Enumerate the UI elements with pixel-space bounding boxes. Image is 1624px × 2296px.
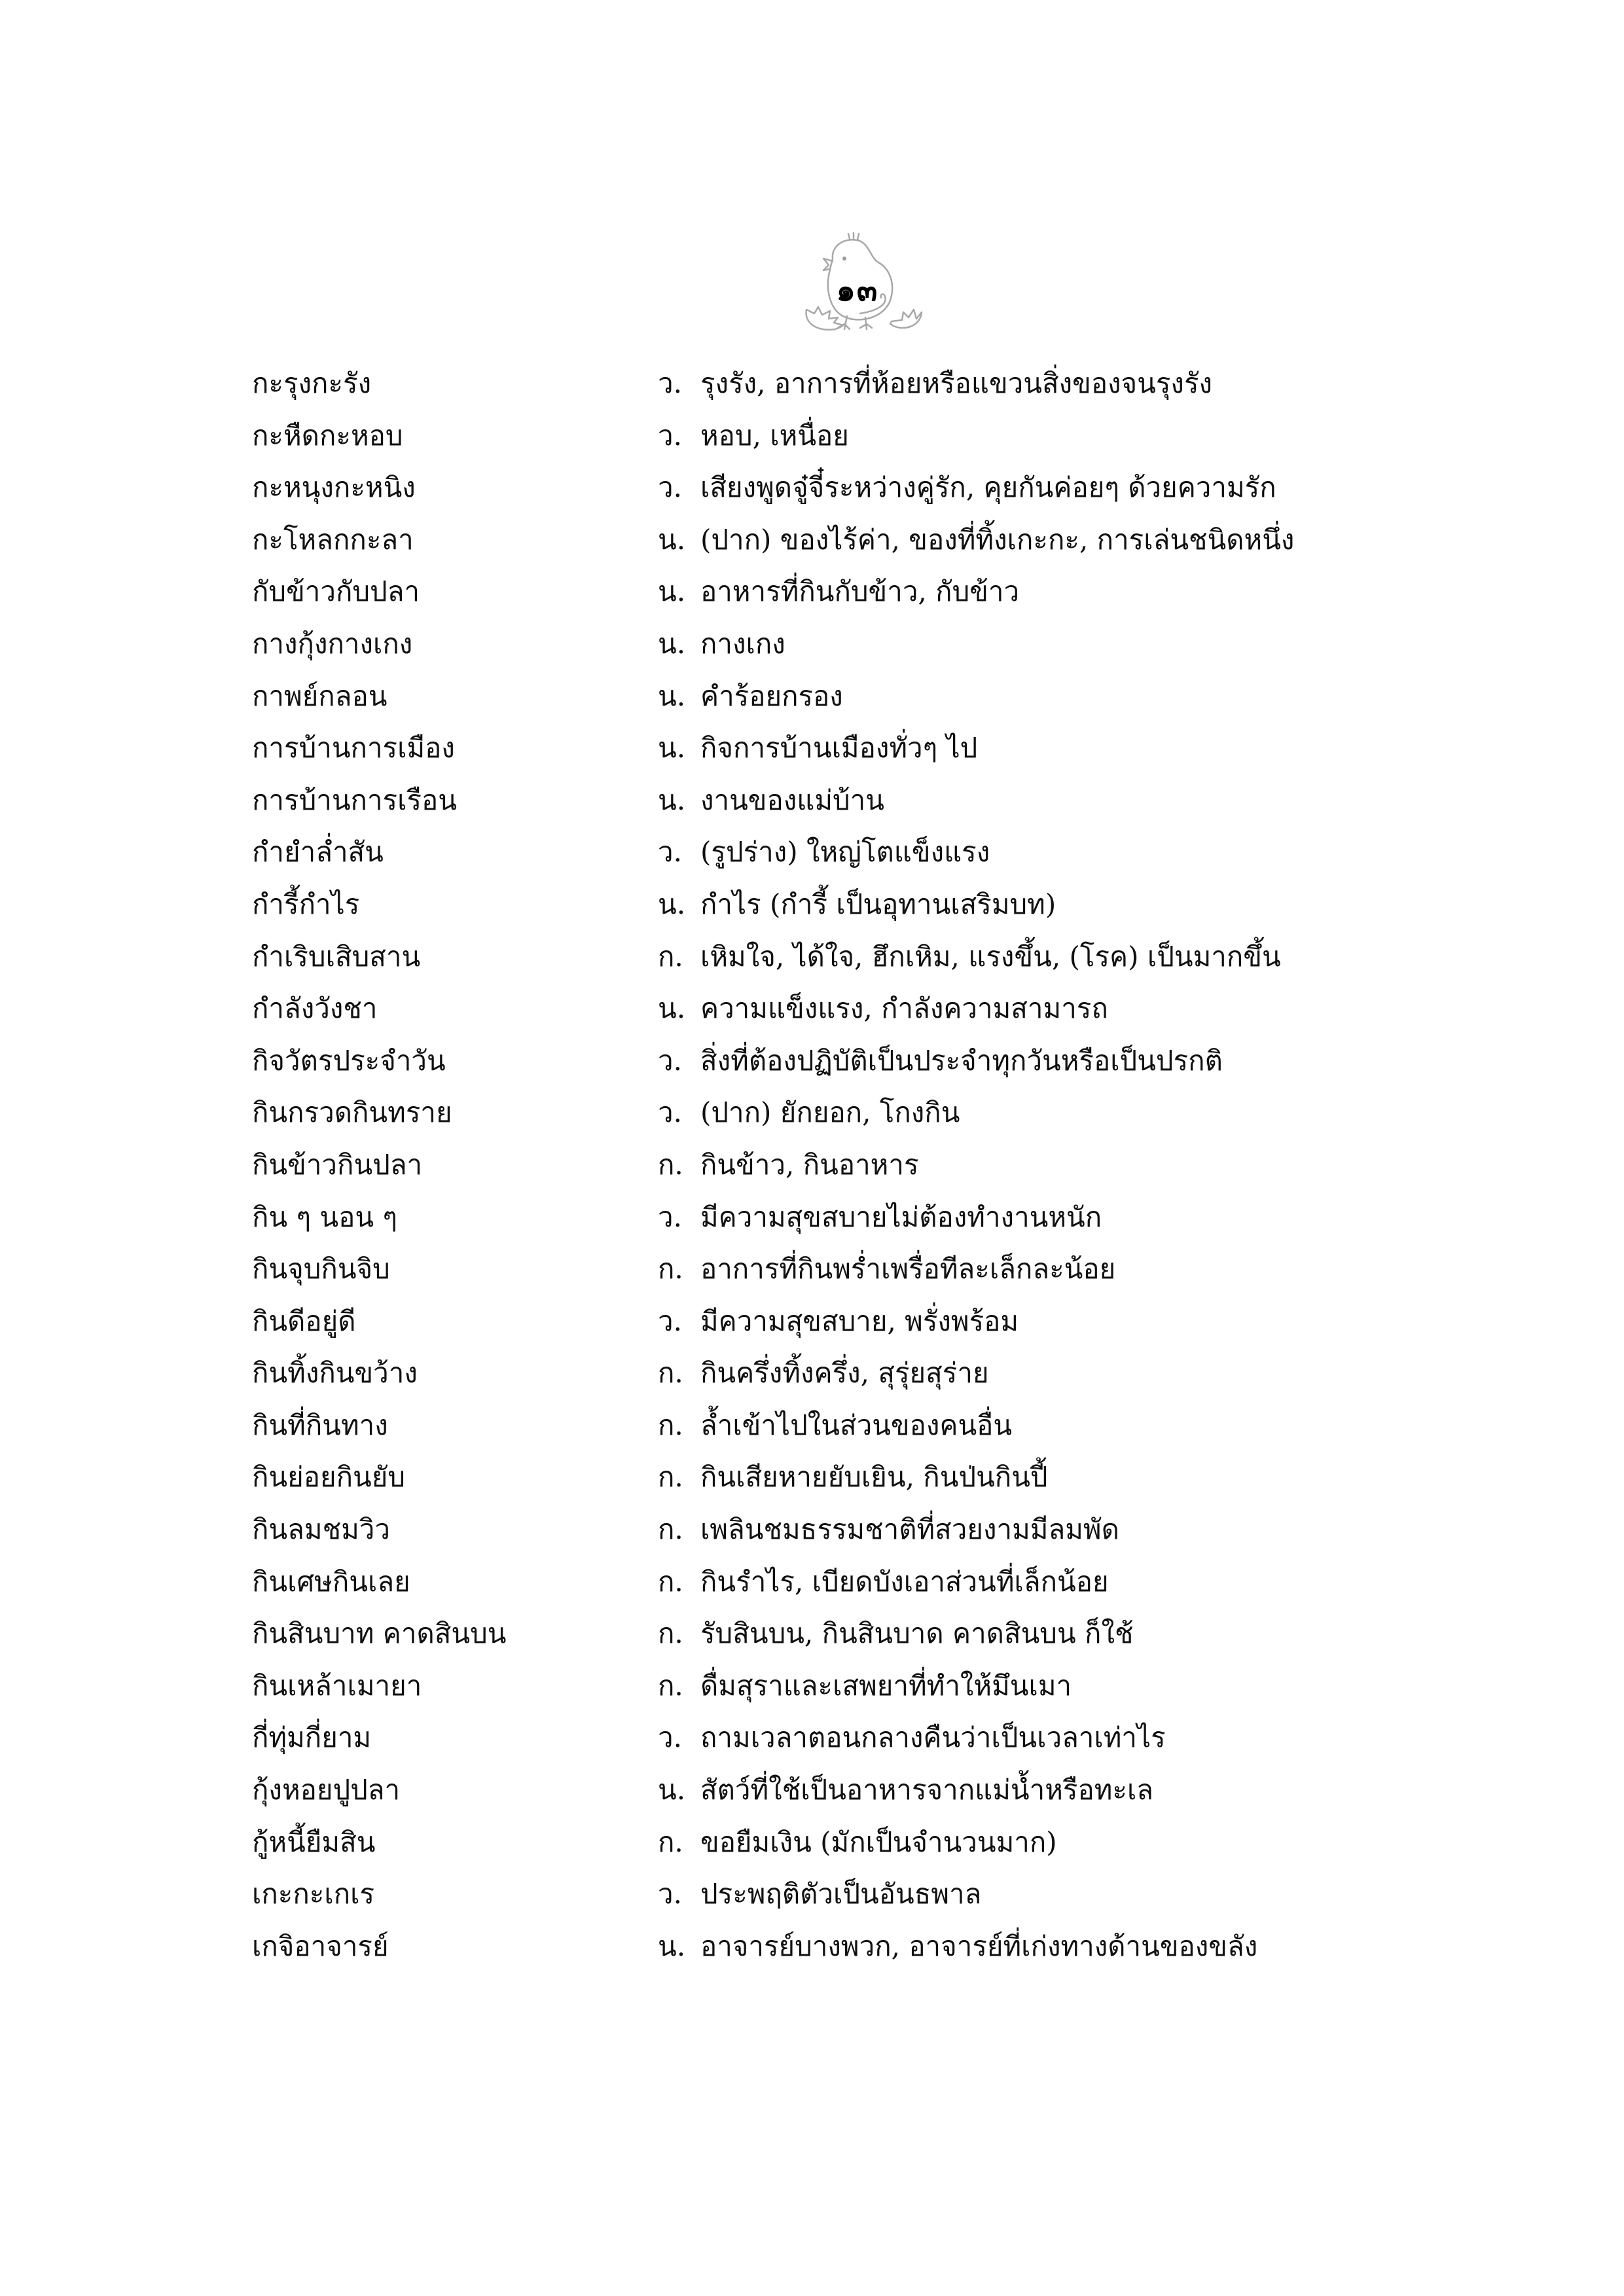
entry-definition: กินครึ่งทิ้งครึ่ง, สุรุ่ยสุร่าย <box>700 1357 989 1390</box>
entry-definition: (ปาก) ของไร้ค่า, ของที่ทิ้งเกะกะ, การเล่นชนิดหนึ่ง <box>700 523 1295 556</box>
entry-part-of-speech: ก. <box>658 1461 683 1494</box>
dictionary-entry <box>252 1399 1365 1452</box>
entry-headword: กะหืดกะหอบ <box>252 419 403 452</box>
entry-headword: กำลังวังชา <box>252 992 378 1025</box>
page-number-badge <box>792 232 923 331</box>
dictionary-entry <box>252 410 1365 462</box>
entry-definition: ขอยืมเงิน (มักเป็นจำนวนมาก) <box>700 1825 1057 1858</box>
entry-part-of-speech: ก. <box>658 1513 683 1546</box>
entry-headword: กำยำล่ำสัน <box>252 836 384 869</box>
entry-headword: กินทิ้งกินขว้าง <box>252 1357 418 1390</box>
dictionary-entry <box>252 461 1365 514</box>
entry-part-of-speech: ก. <box>658 1408 683 1441</box>
dictionary-entry <box>252 1503 1365 1556</box>
entry-headword: เกะกะเกเร <box>252 1878 375 1910</box>
entry-headword: กินสินบาท คาดสินบน <box>252 1617 507 1650</box>
dictionary-entry <box>252 1607 1365 1660</box>
entry-headword: การบ้านการเมือง <box>252 732 455 764</box>
dictionary-entry <box>252 1035 1365 1087</box>
entry-part-of-speech: ว. <box>658 1304 682 1337</box>
entry-headword: เกจิอาจารย์ <box>252 1929 389 1962</box>
dictionary-entry <box>252 1816 1365 1869</box>
dictionary-entry <box>252 774 1365 827</box>
entry-headword: กู้หนี้ยืมสิน <box>252 1825 376 1858</box>
chick-eye <box>842 257 846 260</box>
entry-definition: สิ่งที่ต้องปฏิบัติเป็นประจำทุกวันหรือเป็นปรกติ <box>700 1044 1223 1077</box>
entry-definition: เสียงพูดจู๋จี๋ระหว่างคู่รัก, คุยกันค่อยๆ ด้วยความรัก <box>700 471 1276 504</box>
dictionary-entry <box>252 1920 1365 1973</box>
entry-part-of-speech: ว. <box>658 1721 682 1754</box>
entry-part-of-speech: ว. <box>658 419 682 452</box>
page-number: ๑๓ <box>836 272 879 308</box>
entry-part-of-speech: ก. <box>658 1565 683 1598</box>
entry-definition: อาการที่กินพร่ำเพรื่อทีละเล็กละน้อย <box>700 1253 1116 1285</box>
entry-part-of-speech: ว. <box>658 367 682 399</box>
entry-part-of-speech: ว. <box>658 1096 682 1129</box>
dictionary-entry <box>252 1451 1365 1503</box>
entry-definition: สัตว์ที่ใช้เป็นอาหารจากแม่น้ำหรือทะเล <box>700 1774 1154 1806</box>
entry-part-of-speech: น. <box>658 1929 686 1962</box>
dictionary-entry <box>252 1139 1365 1191</box>
entry-part-of-speech: น. <box>658 732 686 764</box>
dictionary-entry <box>252 1243 1365 1295</box>
entry-definition: เหิมใจ, ได้ใจ, ฮึกเหิม, แรงขึ้น, (โรค) เป็นมากขึ้น <box>700 940 1281 973</box>
entry-part-of-speech: ว. <box>658 1044 682 1077</box>
dictionary-entry <box>252 1295 1365 1348</box>
dictionary-entry <box>252 982 1365 1035</box>
entry-definition: รุงรัง, อาการที่ห้อยหรือแขวนสิ่งของจนรุงรัง <box>700 367 1213 399</box>
entry-headword: กางกุ้งกางเกง <box>252 627 413 660</box>
entry-definition: ดื่มสุราและเสพยาที่ทำให้มึนเมา <box>700 1669 1072 1702</box>
dictionary-entry <box>252 1868 1365 1920</box>
entry-definition: ถามเวลาตอนกลางคืนว่าเป็นเวลาเท่าไร <box>700 1721 1166 1754</box>
entry-part-of-speech: ก. <box>658 1357 683 1390</box>
entry-headword: กินเหล้าเมายา <box>252 1669 422 1702</box>
entry-definition: กินรำไร, เบียดบังเอาส่วนที่เล็กน้อย <box>700 1565 1109 1598</box>
dictionary-entry <box>252 878 1365 931</box>
entry-definition: ล้ำเข้าไปในส่วนของคนอื่น <box>700 1408 1013 1441</box>
entry-definition: กินเสียหายยับเยิน, กินป่นกินปี้ <box>700 1461 1048 1494</box>
dictionary-entry <box>252 1191 1365 1244</box>
entry-definition: กิจการบ้านเมืองทั่วๆ ไป <box>700 732 978 764</box>
entry-headword: กินดีอยู่ดี <box>252 1304 356 1337</box>
entry-definition: หอบ, เหนื่อย <box>700 419 849 452</box>
entry-headword: กินจุบกินจิบ <box>252 1253 390 1285</box>
entry-headword: กินที่กินทาง <box>252 1408 388 1441</box>
entry-part-of-speech: ว. <box>658 836 682 869</box>
entry-headword: กินข้าวกินปลา <box>252 1148 423 1181</box>
entry-headword: กะโหลกกะลา <box>252 523 414 556</box>
entry-definition: (ปาก) ยักยอก, โกงกิน <box>700 1096 960 1129</box>
entry-headword: กำรี้กำไร <box>252 888 360 920</box>
entry-headword: กินลมชมวิว <box>252 1513 390 1546</box>
entry-definition: รับสินบน, กินสินบาด คาดสินบน ก็ใช้ <box>700 1617 1134 1650</box>
entry-part-of-speech: ก. <box>658 1253 683 1285</box>
entry-part-of-speech: ว. <box>658 1200 682 1233</box>
dictionary-entry <box>252 514 1365 566</box>
dictionary-entry <box>252 1086 1365 1139</box>
entry-headword: กิจวัตรประจำวัน <box>252 1044 446 1077</box>
dictionary-entry <box>252 1347 1365 1399</box>
entry-headword: กุ้งหอยปูปลา <box>252 1774 401 1806</box>
entry-definition: ประพฤติตัวเป็นอันธพาล <box>700 1878 982 1910</box>
entry-headword: กิน ๆ นอน ๆ <box>252 1200 397 1233</box>
entry-definition: งานของแม่บ้าน <box>700 783 884 816</box>
entry-definition: อาหารที่กินกับข้าว, กับข้าว <box>700 575 1020 608</box>
entry-definition: อาจารย์บางพวก, อาจารย์ที่เก่งทางด้านของขลัง <box>700 1929 1258 1962</box>
dictionary-entry <box>252 931 1365 983</box>
entry-headword: การบ้านการเรือน <box>252 783 457 816</box>
entry-part-of-speech: ว. <box>658 1878 682 1910</box>
entry-definition: กินข้าว, กินอาหาร <box>700 1148 919 1181</box>
entry-headword: กินย่อยกินยับ <box>252 1461 405 1494</box>
entry-headword: กะรุงกะรัง <box>252 367 372 399</box>
entry-part-of-speech: ก. <box>658 1148 683 1181</box>
entry-definition: คำร้อยกรอง <box>700 679 843 712</box>
entry-headword: กินกรวดกินทราย <box>252 1096 452 1129</box>
entry-definition: เพลินชมธรรมชาติที่สวยงามมีลมพัด <box>700 1513 1119 1546</box>
entry-part-of-speech: น. <box>658 888 686 920</box>
dictionary-entry <box>252 357 1365 410</box>
entry-part-of-speech: น. <box>658 523 686 556</box>
dictionary-entry <box>252 565 1365 618</box>
entry-definition: กำไร (กำรี้ เป็นอุทานเสริมบท) <box>700 888 1056 920</box>
entry-headword: กับข้าวกับปลา <box>252 575 420 608</box>
entry-definition: มีความสุขสบายไม่ต้องทำงานหนัก <box>700 1200 1102 1233</box>
entry-part-of-speech: น. <box>658 992 686 1025</box>
entry-headword: กาพย์กลอน <box>252 679 388 712</box>
entry-part-of-speech: น. <box>658 679 686 712</box>
dictionary-entry <box>252 1712 1365 1764</box>
dictionary-entry <box>252 1556 1365 1608</box>
entry-part-of-speech: น. <box>658 627 686 660</box>
dictionary-entry <box>252 722 1365 774</box>
dictionary-entry <box>252 826 1365 878</box>
entry-headword: กะหนุงกะหนิง <box>252 471 416 504</box>
entry-definition: กางเกง <box>700 627 785 660</box>
entry-definition: ความแข็งแรง, กำลังความสามารถ <box>700 992 1108 1025</box>
dictionary-entry-list <box>252 357 1365 1972</box>
entry-part-of-speech: ก. <box>658 1669 683 1702</box>
entry-headword: กำเริบเสิบสาน <box>252 940 421 973</box>
entry-part-of-speech: น. <box>658 1774 686 1806</box>
entry-definition: (รูปร่าง) ใหญ่โตแข็งแรง <box>700 836 990 869</box>
entry-part-of-speech: ว. <box>658 471 682 504</box>
dictionary-entry <box>252 618 1365 670</box>
entry-part-of-speech: ก. <box>658 1617 683 1650</box>
entry-part-of-speech: น. <box>658 783 686 816</box>
entry-part-of-speech: น. <box>658 575 686 608</box>
entry-part-of-speech: ก. <box>658 1825 683 1858</box>
entry-part-of-speech: ก. <box>658 940 683 973</box>
dictionary-entry <box>252 670 1365 723</box>
dictionary-entry <box>252 1660 1365 1712</box>
dictionary-entry <box>252 1764 1365 1816</box>
entry-headword: กี่ทุ่มกี่ยาม <box>252 1721 372 1754</box>
entry-definition: มีความสุขสบาย, พรั่งพร้อม <box>700 1304 1019 1337</box>
entry-headword: กินเศษกินเลย <box>252 1565 410 1598</box>
